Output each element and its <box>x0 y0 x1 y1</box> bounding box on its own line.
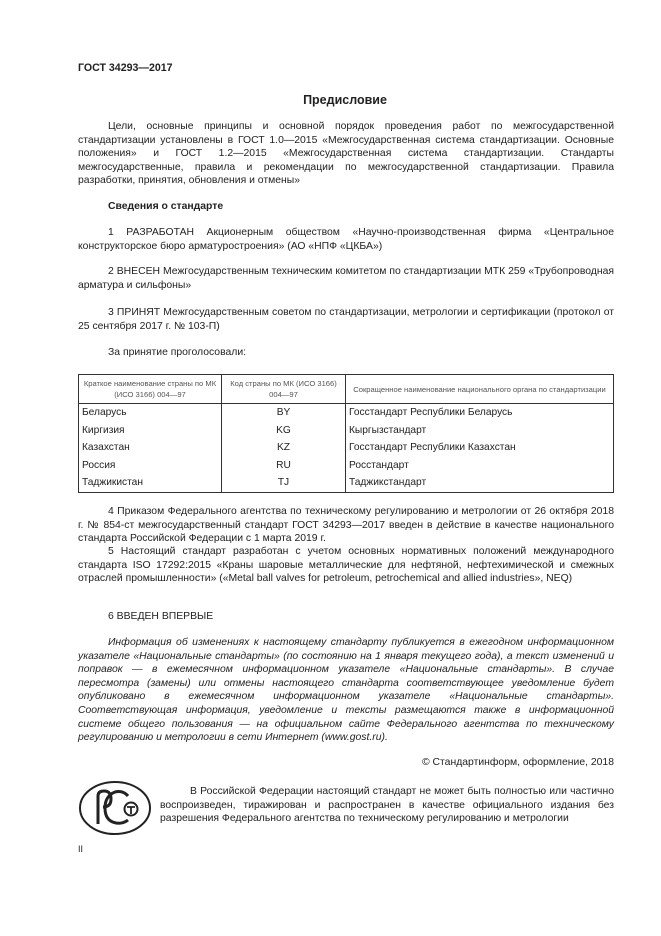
table-row <box>79 439 614 457</box>
page-title: Предисловие <box>303 93 387 107</box>
country-cell: Россия <box>79 457 222 475</box>
vote-label: За принятие проголосовали: <box>108 347 247 358</box>
country-cell: Беларусь <box>79 404 222 422</box>
country-cell: Таджикистан <box>79 474 222 492</box>
section-heading: Сведения о стандарте <box>108 201 224 212</box>
item-5: 5 Настоящий стандарт разработан с учетом основных нормативных положений международного стандарта ISO 17292:2015 «Краны шаровые металлические для нефтяной, нефтехимической и смежных отраслей промышленности» («Metal ball valves for petroleum, petrochemical and allied industries», NEQ) <box>78 546 614 585</box>
intro-paragraph: Цели, основные принципы и основной порядок проведения работ по межгосударственной стандартизации установлены в ГОСТ 1.0—2015 «Межгосударственная система стандартизации. Основные положения» и ГОСТ 1.2—2015 «Межгосударственная система стандартизации. Стандарты межгосударственные, правила и рекомендации по межгосударственной стандартизации. Правила разработки, принятия, обновления и отмены» <box>78 121 614 187</box>
item-4: 4 Приказом Федерального агентства по техническому регулированию и метрологии от 26 октября 2018 г. № 854-ст межгосударственный стандарт ГОСТ 34293—2017 введен в действие в качестве национального стандарта Российской Федерации с 1 марта 2019 г. <box>78 506 614 545</box>
body-cell: Росстандарт <box>346 457 614 475</box>
table-row <box>79 422 614 440</box>
code-cell: BY <box>222 404 346 422</box>
country-cell: Киргизия <box>79 422 222 440</box>
table-row <box>79 474 614 492</box>
column-header: Краткое наименование страны по МК (ИСО 3166) 004—97 <box>79 375 222 404</box>
copyright-notice: В Российской Федерации настоящий стандарт не может быть полностью или частично воспроизведен, тиражирован и распространен в качестве официального издания без разрешения Федерального агентства по техническому регулированию и метрологии <box>160 786 614 825</box>
item-1: 1 РАЗРАБОТАН Акционерным обществом «Научно-производственная фирма «Центральное конструкторское бюро арматуростроения» (АО «НПФ «ЦКБА») <box>78 227 614 252</box>
body-cell: Кыргызстандарт <box>346 422 614 440</box>
body-cell: Таджикстандарт <box>346 474 614 492</box>
document-header: ГОСТ 34293—2017 <box>78 62 173 74</box>
column-header: Код страны по МК (ИСО 3166) 004—97 <box>222 375 346 404</box>
table-row <box>79 457 614 475</box>
column-header: Сокращенное наименование национального органа по стандартизации <box>346 375 614 404</box>
copyright: © Стандартинформ, оформление, 2018 <box>421 757 614 768</box>
code-cell: KG <box>222 422 346 440</box>
table-row <box>79 404 614 422</box>
body-cell: Госстандарт Республики Казахстан <box>346 439 614 457</box>
code-cell: TJ <box>222 474 346 492</box>
rst-logo-icon <box>78 780 152 839</box>
item-6: 6 ВВЕДЕН ВПЕРВЫЕ <box>108 611 214 622</box>
country-cell: Казахстан <box>79 439 222 457</box>
code-cell: RU <box>222 457 346 475</box>
body-cell: Госстандарт Республики Беларусь <box>346 404 614 422</box>
info-paragraph: Информация об изменениях к настоящему стандарту публикуется в ежегодном информационном указателе «Национальные стандарты» (по состоянию на 1 января текущего года), а текст изменений и поправок — в ежемесячном информационном указателе «Национальные стандарты». В случае пересмотра (замены) или отмены настоящего стандарта соответствующее уведомление будет опубликовано в ежемесячном информационном указателе «Национальные стандарты». Соответствующая информация, уведомление и тексты размещаются также в информационной системе общего пользования — на официальном сайте Федерального агентства по техническому регулированию и метрологии в сети Интернет (www.gost.ru). <box>78 637 614 744</box>
page-number: II <box>78 844 84 854</box>
code-cell: KZ <box>222 439 346 457</box>
table-header-row <box>79 375 614 404</box>
item-2: 2 ВНЕСЕН Межгосударственным техническим комитетом по стандартизации МТК 259 «Трубопроводная арматура и сильфоны» <box>78 266 614 291</box>
voting-table <box>78 374 614 493</box>
item-3: 3 ПРИНЯТ Межгосударственным советом по стандартизации, метрологии и сертификации (протокол от 25 сентября 2017 г. № 103-П) <box>78 307 614 332</box>
